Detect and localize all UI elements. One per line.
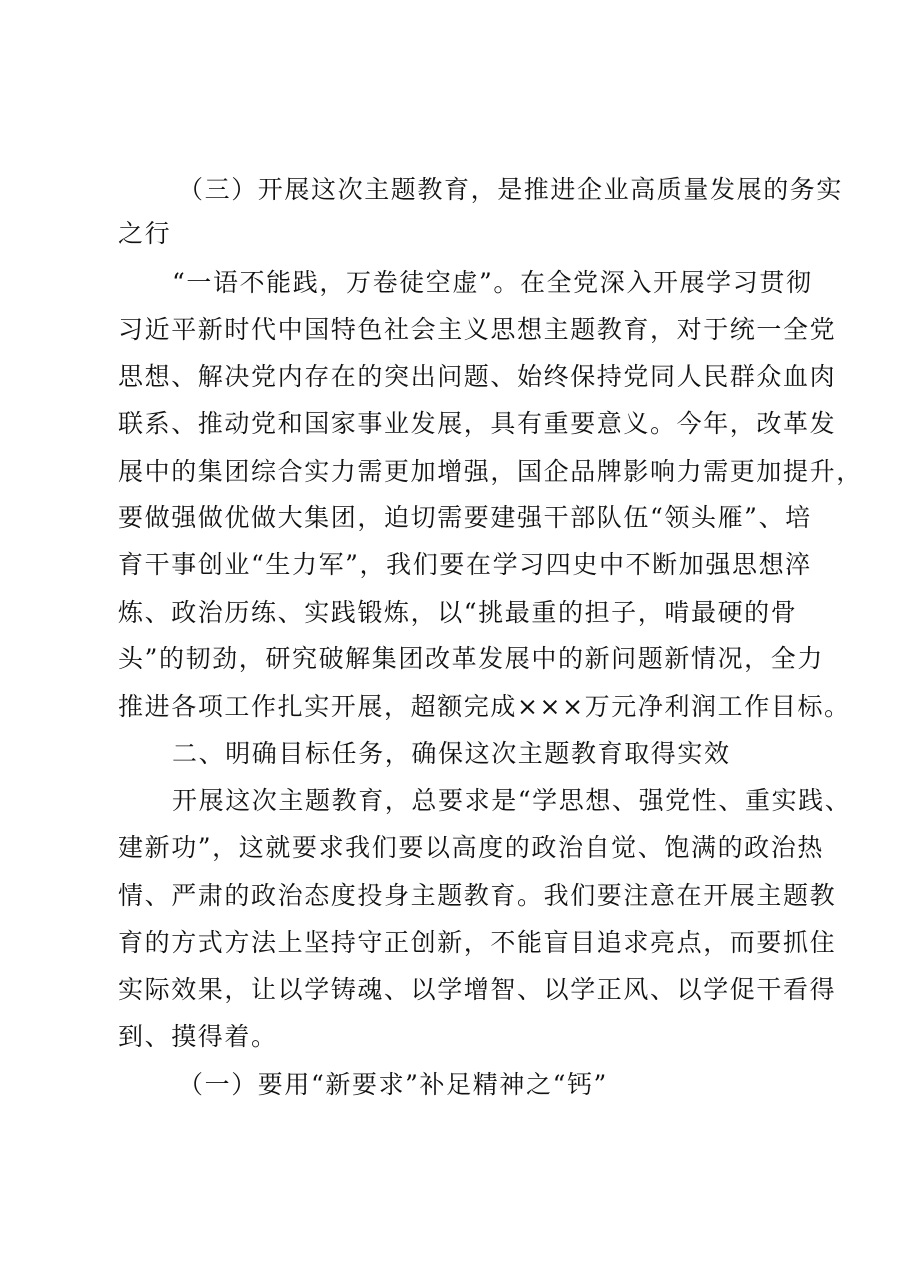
paragraph-line: 实际效果，让以学铸魂、以学增智、以学正风、以学促干看得	[118, 975, 837, 1004]
paragraph-line: 情、严肃的政治态度投身主题教育。我们要注意在开展主题教	[118, 881, 837, 910]
paragraph-line: 育的方式方法上坚持守正创新，不能盲目追求亮点，而要抓住	[118, 928, 837, 957]
paragraph-line: 联系、推动党和国家事业发展，具有重要意义。今年，改革发	[118, 409, 837, 438]
section-heading-two: 二、明确目标任务，确保这次主题教育取得实效	[172, 739, 731, 768]
paragraph-line: 头”的韧劲，研究破解集团改革发展中的新问题新情况，全力	[118, 644, 824, 673]
paragraph-line: “一语不能践，万卷徒空虚”。在全党深入开展学习贯彻	[172, 268, 813, 297]
paragraph-line: 思想、解决党内存在的突出问题、始终保持党同人民群众血肉	[118, 362, 837, 391]
paragraph-line: 习近平新时代中国特色社会主义思想主题教育，对于统一全党	[118, 315, 837, 344]
paragraph-line: 到、摸得着。	[118, 1022, 278, 1051]
subheading-three: （三）开展这次主题教育，是推进企业高质量发展的务实	[178, 175, 844, 204]
paragraph-line: 展中的集团综合实力需更加增强，国企品牌影响力需更加提升，	[118, 457, 863, 486]
paragraph-line: 育干事创业“生力军”，我们要在学习四史中不断加强思想淬	[118, 550, 812, 579]
paragraph-line: 要做强做优做大集团，迫切需要建强干部队伍“领头雁”、培	[118, 503, 812, 532]
paragraph-line: 开展这次主题教育，总要求是“学思想、强党性、重实践、	[172, 786, 852, 815]
subheading-one: （一）要用“新要求”补足精神之“钙”	[178, 1070, 608, 1099]
paragraph-line: 炼、政治历练、实践锻炼，以“挑最重的担子，啃最硬的骨	[118, 598, 798, 627]
subheading-three-continued: 之行	[118, 219, 172, 248]
paragraph-line: 建新功”，这就要求我们要以高度的政治自觉、饱满的政治热	[118, 833, 824, 862]
paragraph-line: 推进各项工作扎实开展，超额完成×××万元净利润工作目标。	[118, 692, 851, 721]
